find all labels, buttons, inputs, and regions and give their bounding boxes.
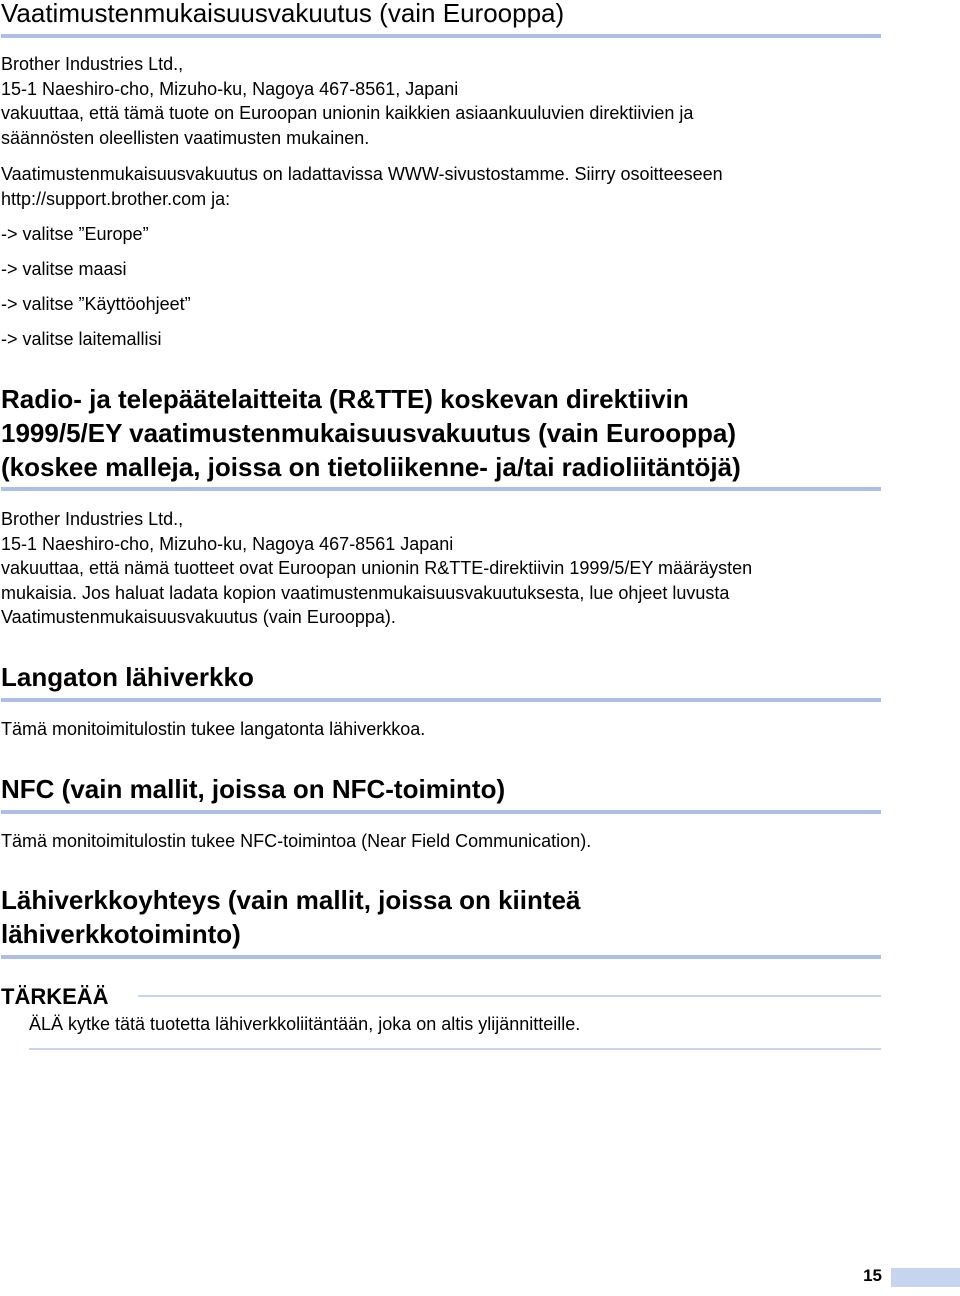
step-item: -> valitse maasi xyxy=(1,259,127,279)
heading-line: lähiverkkotoiminto) xyxy=(1,919,241,949)
text-line: 15-1 Naeshiro-cho, Mizuho-ku, Nagoya 467-8561 Japani xyxy=(1,533,454,554)
text-line: vakuuttaa, että nämä tuotteet ovat Euroopan unionin R&TTE-direktiivin 1999/5/EY määräysten xyxy=(1,558,753,578)
heading-line: 1999/5/EY vaatimustenmukaisuusvakuutus (vain Eurooppa) xyxy=(1,418,736,448)
page-number: 15 xyxy=(863,1266,882,1285)
text-line: Brother Industries Ltd., xyxy=(1,54,184,74)
text-line: Vaatimustenmukaisuusvakuutus on ladattavissa WWW-sivustostamme. Siirry osoitteeseen xyxy=(1,164,723,184)
heading-line: Lähiverkkoyhteys (vain mallit, joissa on kiinteä xyxy=(1,885,581,915)
heading-rule xyxy=(1,698,881,702)
step-item: -> valitse ”Europe” xyxy=(1,224,149,244)
download-steps-list xyxy=(1,222,881,362)
heading-rule xyxy=(1,487,881,491)
text-line: Vaatimustenmukaisuusvakuutus (vain Eurooppa). xyxy=(1,607,396,627)
heading-rule xyxy=(1,34,881,38)
important-top-rule xyxy=(138,995,881,997)
important-warning-text: ÄLÄ kytke tätä tuotetta lähiverkkoliitäntään, joka on altis ylijännitteille. xyxy=(29,1014,581,1034)
section-heading-rtte-declaration xyxy=(1,382,881,484)
nfc-paragraph: Tämä monitoimitulostin tukee NFC-toimintoa (Near Field Communication). xyxy=(1,831,592,851)
heading-line: Radio- ja telepäätelaitteita (R&TTE) koskevan direktiivin xyxy=(1,384,689,414)
rtte-declaration-paragraph xyxy=(1,507,881,630)
heading-rule xyxy=(1,810,881,814)
section-heading-wired-lan xyxy=(1,883,881,951)
text-line: http://support.brother.com ja: xyxy=(1,188,231,209)
download-instructions-paragraph xyxy=(1,162,881,211)
section-heading-declaration-of-conformity: Vaatimustenmukaisuusvakuutus (vain Eurooppa) xyxy=(1,0,565,28)
section-heading-wireless-lan: Langaton lähiverkko xyxy=(1,662,254,692)
text-line: säännösten oleellisten vaatimusten mukainen. xyxy=(1,127,370,148)
page-tab-marker xyxy=(891,1268,960,1287)
text-line: 15-1 Naeshiro-cho, Mizuho-ku, Nagoya 467-8561, Japani xyxy=(1,78,459,99)
step-item: -> valitse laitemallisi xyxy=(1,329,162,349)
important-bottom-rule xyxy=(29,1048,881,1050)
section-heading-nfc: NFC (vain mallit, joissa on NFC-toiminto) xyxy=(1,774,506,804)
manufacturer-declaration-paragraph xyxy=(1,52,881,150)
text-line: mukaisia. Jos haluat ladata kopion vaatimustenmukaisuusvakuutuksesta, lue ohjeet luvusta xyxy=(1,582,730,603)
step-item: -> valitse ”Käyttöohjeet” xyxy=(1,294,191,314)
heading-rule xyxy=(1,955,881,959)
heading-line: (koskee malleja, joissa on tietoliikenne- ja/tai radioliitäntöjä) xyxy=(1,452,741,482)
text-line: vakuuttaa, että tämä tuote on Euroopan unionin kaikkien asiaankuuluvien direktiivien ja xyxy=(1,103,694,123)
important-label: TÄRKEÄÄ xyxy=(1,984,109,1009)
text-line: Brother Industries Ltd., xyxy=(1,509,184,529)
wireless-lan-paragraph: Tämä monitoimitulostin tukee langatonta lähiverkkoa. xyxy=(1,719,426,739)
